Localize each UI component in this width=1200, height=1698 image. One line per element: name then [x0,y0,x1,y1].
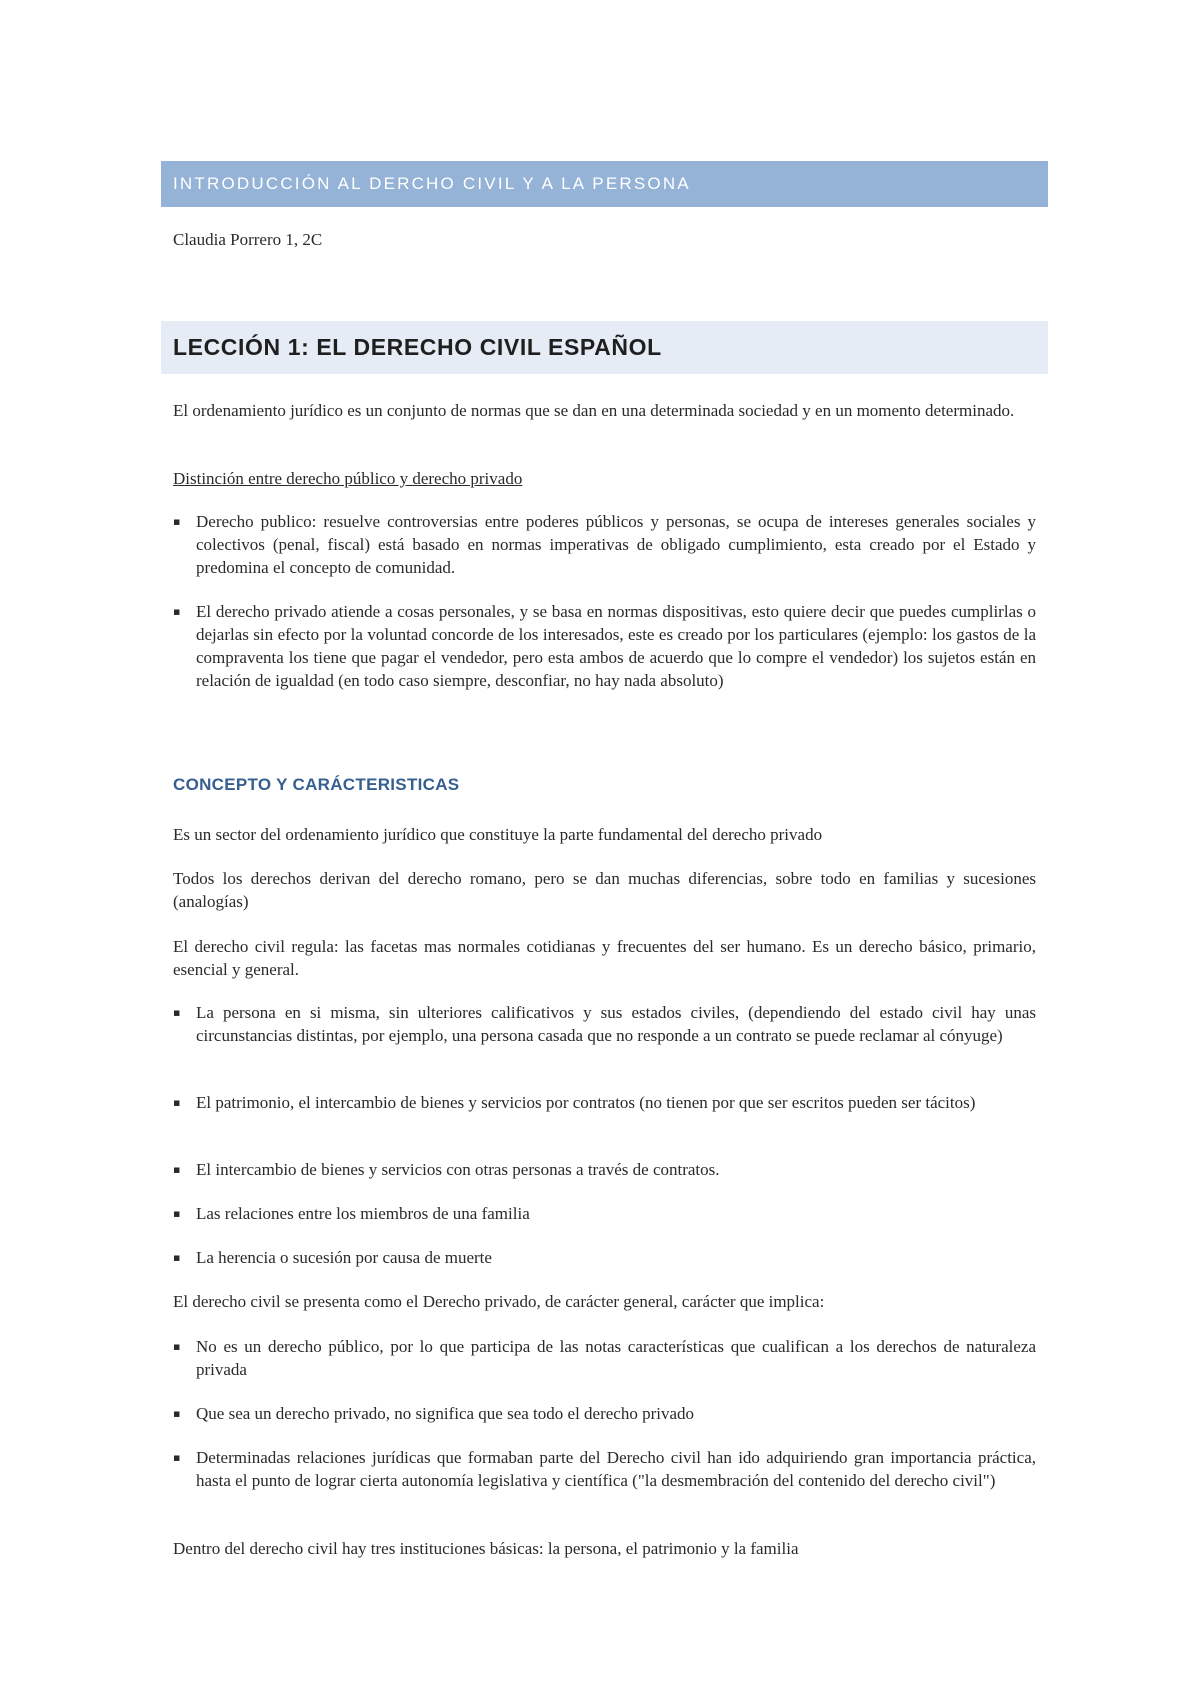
list-item [173,1402,1036,1425]
list-item-text: La persona en si misma, sin ulteriores calificativos y sus estados civiles, (dependiendo del estado civil hay unas circunstancias distintas, por ejemplo, una persona casada que no responde a un contrato se puede reclamar al cónyuge) [196,1003,1036,1045]
bullet-icon: ▪ [173,1340,181,1353]
paragraph: Es un sector del ordenamiento jurídico que constituye la parte fundamental del derecho privado [173,825,823,844]
list-item [173,510,1036,579]
list-item-text: La herencia o sucesión por causa de muerte [196,1248,492,1267]
list-item-text: Las relaciones entre los miembros de una familia [196,1204,530,1223]
list-item [173,1158,1036,1181]
bullet-icon: ▪ [173,515,181,528]
list-item-text: El intercambio de bienes y servicios con otras personas a través de contratos. [196,1160,720,1179]
list-item [173,1335,1036,1381]
paragraph: Dentro del derecho civil hay tres instituciones básicas: la persona, el patrimonio y la familia [173,1539,799,1558]
lesson-heading-box [161,321,1048,374]
document-title: INTRODUCCIÓN AL DERCHO CIVIL Y A LA PERSONA [161,161,1048,207]
list-item [173,1091,1036,1114]
paragraph: El derecho civil se presenta como el Derecho privado, de carácter general, carácter que implica: [173,1292,825,1311]
distinction-heading: Distinción entre derecho público y derecho privado [173,469,523,488]
section-heading: CONCEPTO Y CARÁCTERISTICAS [173,775,460,794]
list-item [173,1446,1036,1492]
bullet-icon: ▪ [173,1163,181,1176]
list-item [173,1202,1036,1225]
bullet-icon: ▪ [173,1407,181,1420]
list-item-text: No es un derecho público, por lo que participa de las notas características que cualifican a los derechos de naturaleza privada [196,1337,1036,1379]
document-page [173,0,1036,1698]
bullet-icon: ▪ [173,1451,181,1464]
bullet-icon: ▪ [173,1207,181,1220]
list-item-text: Derecho publico: resuelve controversias entre poderes públicos y personas, se ocupa de intereses generales sociales y colectivos (penal, fiscal) está basado en normas imperativas de obligado cumplimiento, esta creado por el Estado y predomina el concepto de comunidad. [196,512,1036,577]
list-item [173,1246,1036,1269]
bullet-icon: ▪ [173,605,181,618]
bullet-icon: ▪ [173,1006,181,1019]
author-line: Claudia Porrero 1, 2C [173,230,323,249]
bullet-icon: ▪ [173,1251,181,1264]
list-item [173,1001,1036,1047]
paragraph: El derecho civil regula: las facetas mas normales cotidianas y frecuentes del ser humano. Es un derecho básico, primario, esencial y general. [173,937,1036,979]
list-item-text: Determinadas relaciones jurídicas que formaban parte del Derecho civil han ido adquiriendo gran importancia práctica, hasta el punto de lograr cierta autonomía legislativa y científica ("la desmembración del contenido del derecho civil") [196,1448,1036,1490]
list-item [173,600,1036,692]
lesson-title: LECCIÓN 1: EL DERECHO CIVIL ESPAÑOL [173,334,662,360]
intro-paragraph: El ordenamiento jurídico es un conjunto de normas que se dan en una determinada sociedad y en un momento determinado. [173,401,1015,420]
bullet-icon: ▪ [173,1096,181,1109]
list-item-text: El patrimonio, el intercambio de bienes y servicios por contratos (no tienen por que ser escritos pueden ser tácitos) [196,1093,976,1112]
paragraph: Todos los derechos derivan del derecho romano, pero se dan muchas diferencias, sobre todo en familias y sucesiones (analogías) [173,869,1036,911]
list-item-text: El derecho privado atiende a cosas personales, y se basa en normas dispositivas, esto quiere decir que puedes cumplirlas o dejarlas sin efecto por la voluntad concorde de los interesados, este es creado por los particulares (ejemplo: los gastos de la compraventa los tiene que pagar el vendedor, pero esta ambos de acuerdo que lo compre el vendedor) los sujetos están en relación de igualdad (en todo caso siempre, desconfiar, no hay nada absoluto) [196,602,1036,690]
list-item-text: Que sea un derecho privado, no significa que sea todo el derecho privado [196,1404,695,1423]
